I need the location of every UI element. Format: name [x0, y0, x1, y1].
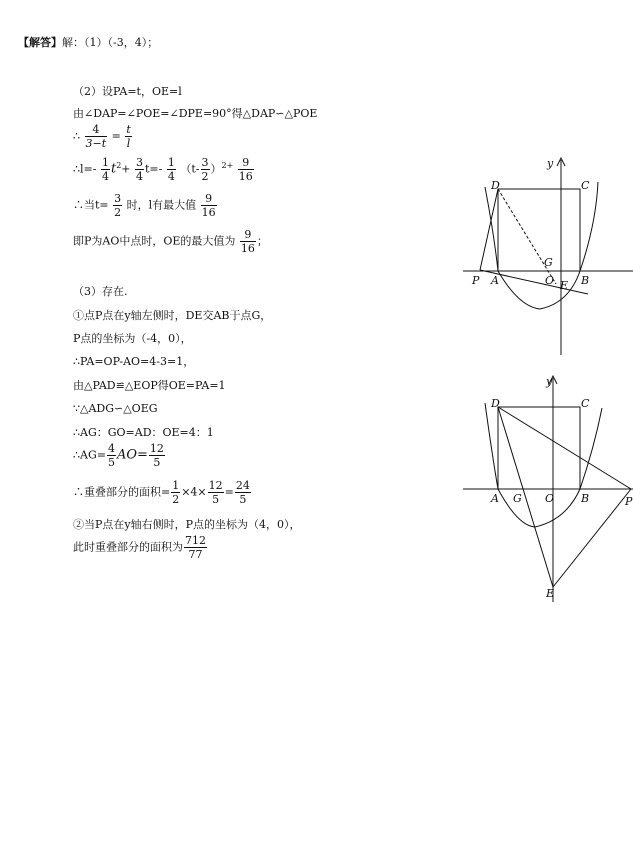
answer-label: 【解答】	[18, 36, 62, 49]
label-d: D	[491, 179, 500, 192]
label-p: P	[625, 495, 633, 508]
label-e: E	[560, 279, 569, 292]
fraction: $\frac{4}{3-t}$	[85, 123, 107, 150]
solution-word: 解：	[62, 36, 84, 49]
label-g: G	[544, 256, 553, 269]
label-d: D	[491, 397, 500, 410]
part3-line7: ∴AG：GO=AD：OE=4：1	[73, 426, 214, 439]
fraction: $\frac{t}{l}$	[126, 123, 131, 150]
part3-line8: ∴AG= $\frac{4}{5}$ AO= $\frac{12}{5}$	[73, 442, 164, 469]
label-e: E	[546, 587, 555, 600]
label-p: P	[472, 274, 480, 287]
header-line	[18, 37, 158, 48]
label-y: y	[547, 157, 554, 170]
part3-line4: ∴PA=OP-AO=4-3=1，	[73, 355, 195, 368]
square-abcd	[498, 189, 580, 271]
label-b: B	[581, 492, 590, 505]
figure-1-diagram	[463, 152, 633, 357]
label-g: G	[513, 492, 522, 505]
segment-dp	[480, 189, 498, 270]
part3-line5: 由△PAD≌△EOP得OE=PA=1	[73, 379, 226, 392]
part2-line4: ∴l=- $\frac{1}{4}$ $t^2+$ $\frac{3}{4}$ t=- $\frac{1}{4}$ （t- $\frac{3}{2}$ ）$^{2+}$ $\frac{9}{16}$	[73, 156, 253, 183]
label-c: C	[581, 179, 590, 192]
parabola	[485, 182, 598, 309]
part3-line11: 此时重叠部分的面积为 $\frac{712}{77}$	[73, 534, 206, 561]
label-o: O	[545, 274, 555, 287]
part2-line5: ∴当t= $\frac{3}{2}$ 时，l有最大值 $\frac{9}{16}$	[73, 192, 216, 219]
part2-line3: ∴ $\frac{4}{3-t}$ = $\frac{t}{l}$	[73, 123, 131, 150]
part3-line10: ②当P点在y轴右侧时，P点的坐标为（4，0），	[73, 518, 301, 531]
segment-dp	[498, 407, 631, 489]
label-o: O	[545, 492, 555, 505]
label-c: C	[581, 397, 590, 410]
part3-line9: ∴重叠部分的面积= $\frac{1}{2}$ ×4× $\frac{12}{5}$ = $\frac{24}{5}$	[73, 479, 250, 506]
part2-line2: 由∠DAP=∠POE=∠DPE=90°得△DAP∽△POE	[73, 107, 318, 120]
part3-line2: ①点P点在y轴左侧时，DE交AB于点G，	[73, 309, 272, 322]
part2-line6: 即P为AO中点时，OE的最大值为 $\frac{9}{16}$ ；	[73, 228, 268, 255]
segment-de-dashed	[498, 189, 556, 284]
label-y: y	[546, 375, 553, 388]
part3-line3: P点的坐标为（-4，0），	[73, 332, 192, 345]
part2-line1: （2）设PA=t，OE=l	[73, 85, 182, 98]
label-b: B	[581, 274, 590, 287]
figure-2-diagram	[463, 370, 633, 605]
part1-answer: （1）（-3，4）；	[84, 36, 159, 49]
segment-pe	[553, 489, 631, 587]
label-a: A	[491, 274, 499, 287]
part3-line1: （3）存在.	[73, 285, 128, 298]
part3-line6: ∵△ADG∽△OEG	[73, 402, 158, 415]
label-a: A	[491, 492, 499, 505]
